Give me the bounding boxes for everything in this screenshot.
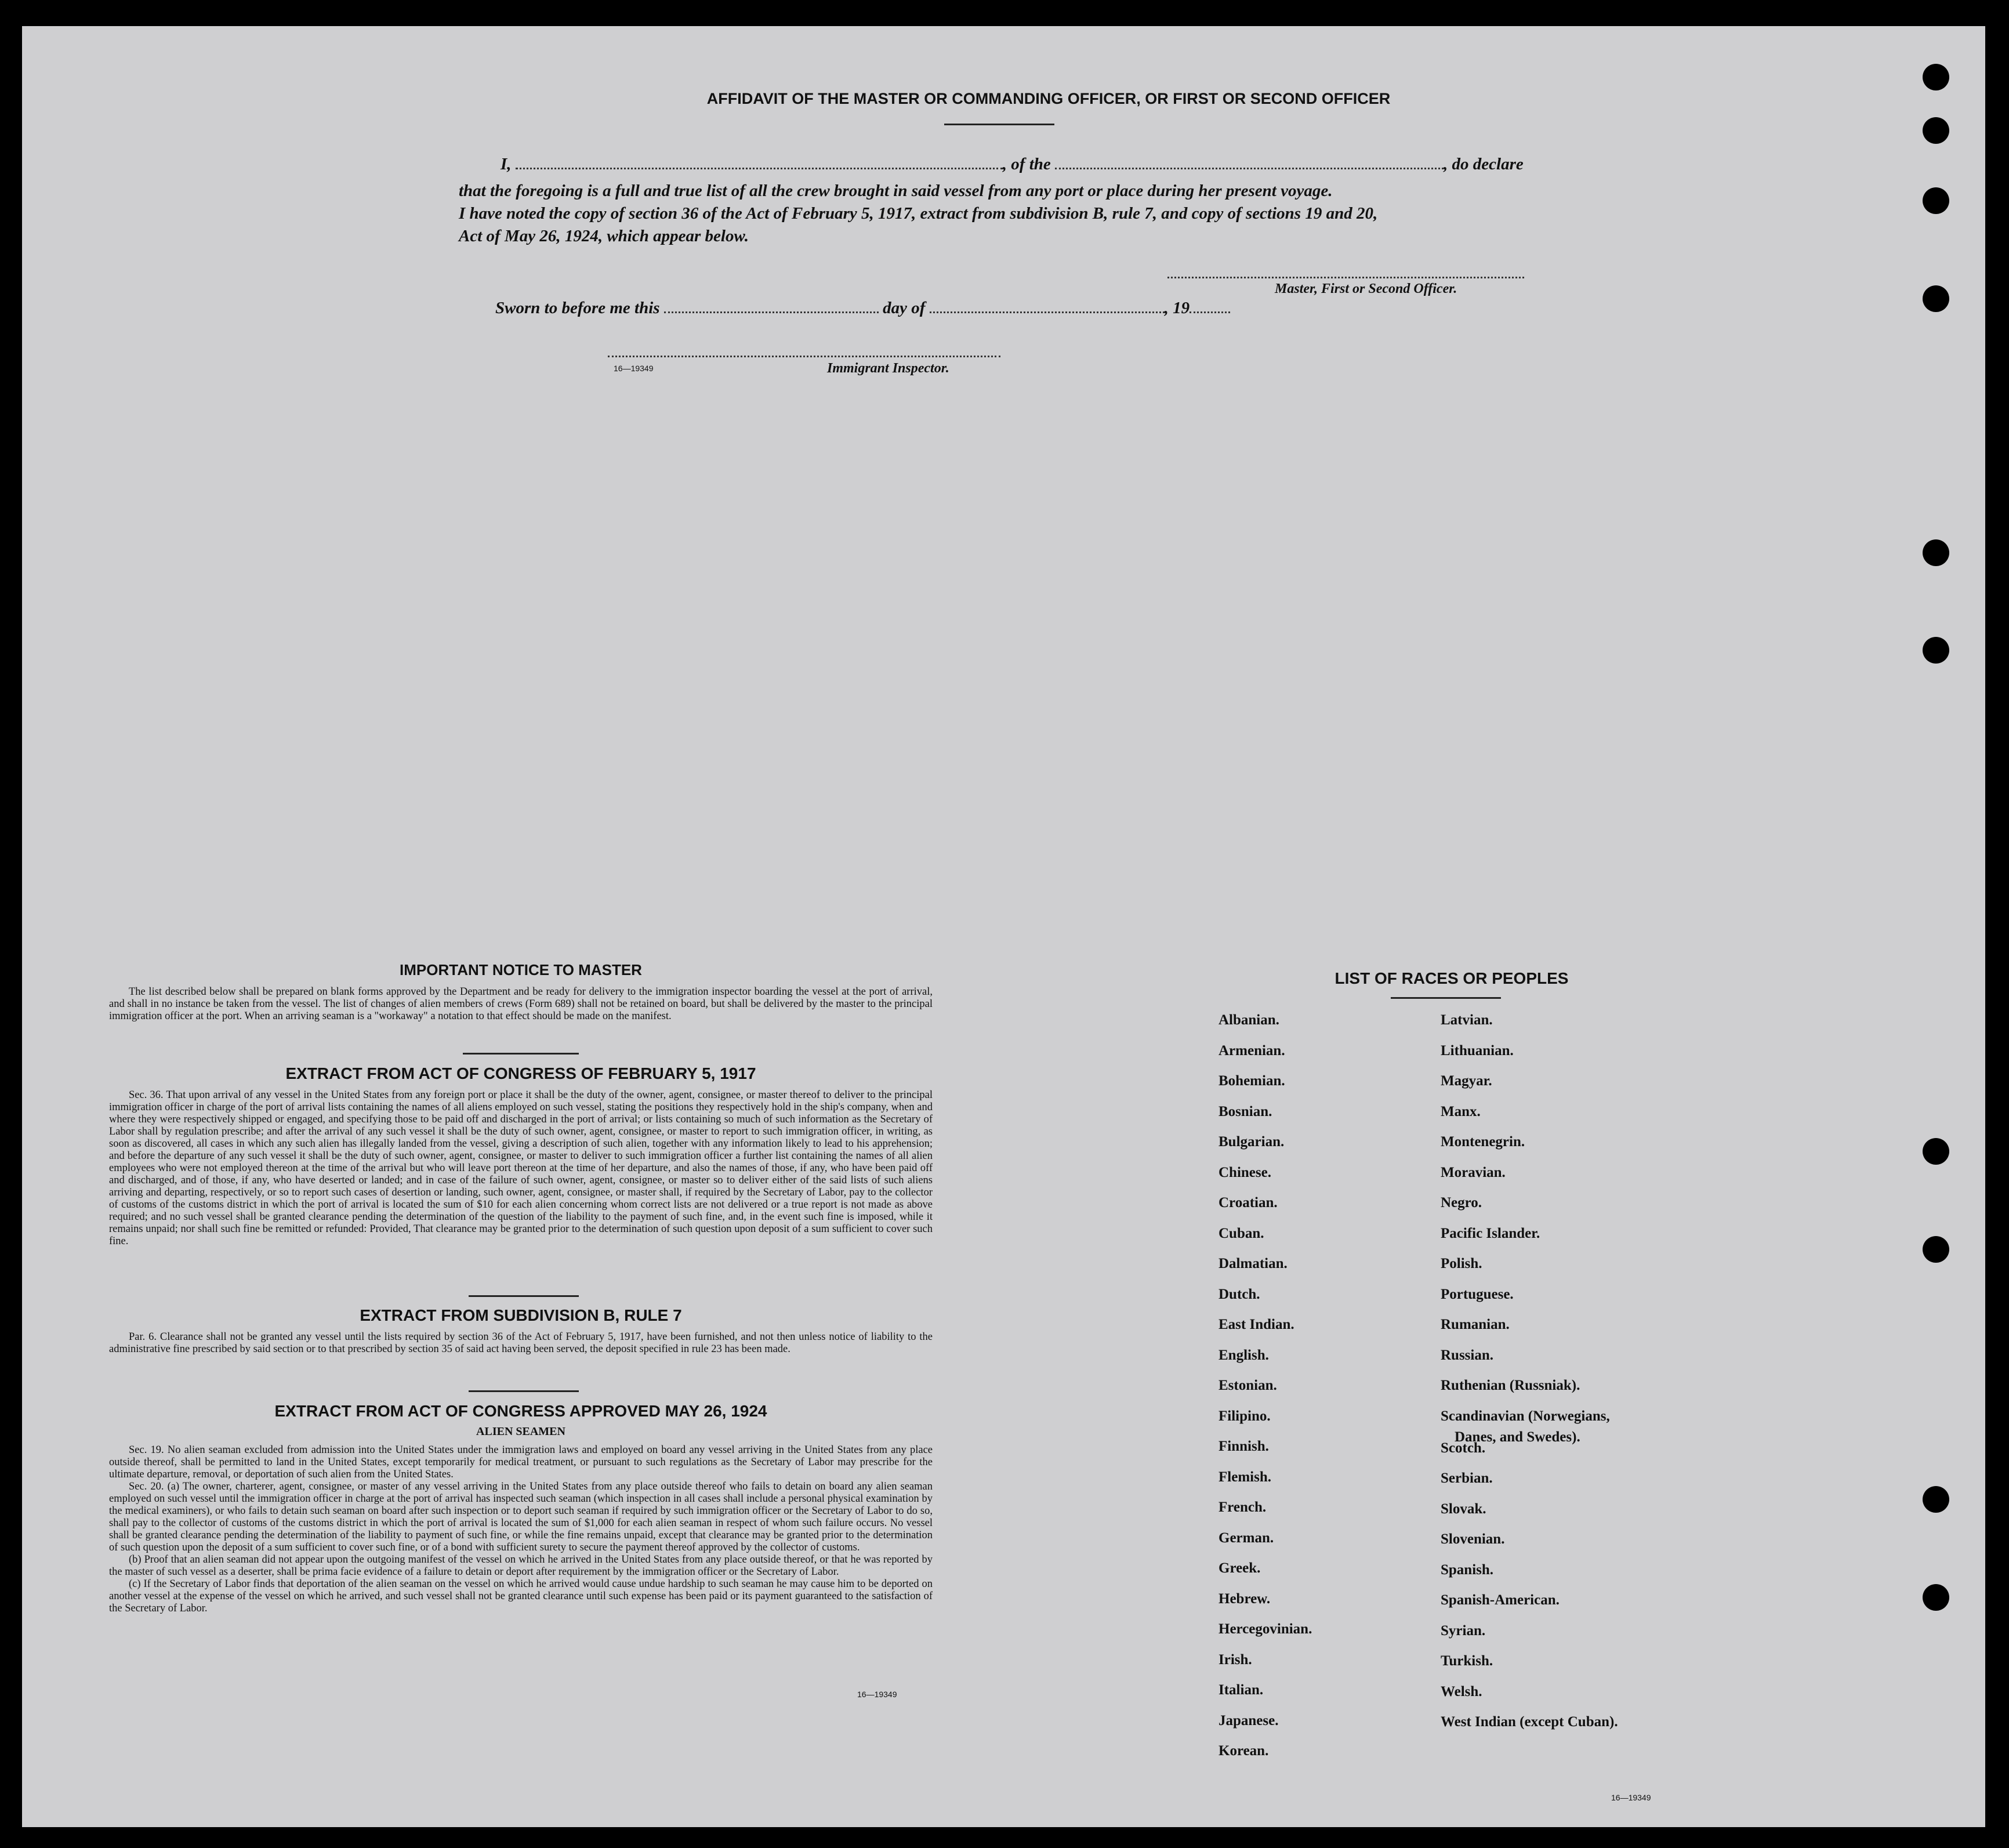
- race-item: Negro.: [1441, 1195, 1482, 1211]
- inspector-signature-blank[interactable]: [608, 356, 1000, 357]
- race-item: Serbian.: [1441, 1470, 1493, 1487]
- race-item: German.: [1219, 1530, 1274, 1546]
- punch-hole-icon: [1923, 117, 1949, 144]
- race-item: Irish.: [1219, 1651, 1252, 1668]
- punch-hole-icon: [1923, 187, 1949, 214]
- do-declare-label: , do declare: [1444, 155, 1524, 173]
- race-item: Chinese.: [1219, 1164, 1271, 1180]
- paragraph-6: Par. 6. Clearance shall not be granted any vessel until the lists required by section 36 of the Act of February 5, 1917, have been furnished, and not then unless notice of liability to the administrative fine prescribed by said section or to that prescribed by section 35 of said act having been served, the deposit specified in rule 23 has been made.: [109, 1331, 933, 1355]
- master-signature-label: Master, First or Second Officer.: [1275, 281, 1457, 296]
- race-item: Finnish.: [1219, 1438, 1269, 1454]
- divider: [469, 1295, 579, 1297]
- race-item: Danes, and Swedes).: [1455, 1429, 1580, 1445]
- punch-hole-icon: [1923, 64, 1949, 90]
- body-line-3: Act of May 26, 1924, which appear below.: [459, 227, 749, 245]
- race-item: West Indian (except Cuban).: [1441, 1714, 1618, 1730]
- extract-1924-title: EXTRACT FROM ACT OF CONGRESS APPROVED MAY 26, 1924: [274, 1402, 767, 1420]
- extract-1917-text: [109, 1089, 933, 1248]
- punch-hole-icon: [1923, 637, 1949, 664]
- master-signature-blank[interactable]: [1167, 277, 1524, 278]
- race-item: Syrian.: [1441, 1622, 1486, 1639]
- race-item: Portuguese.: [1441, 1286, 1514, 1302]
- extract-1924-text: [109, 1444, 933, 1615]
- section-20c-paragraph: (c) If the Secretary of Labor finds that deportation of the alien seaman on the vessel on which he arrived would cause undue hardship to such seaman he may cause him to be deported on another vessel at the expense of the vessel on which he arrived, and such vessel shall not be granted clearance until such expense has been paid or its payment guaranteed to the satisfaction of the Secretary of Labor.: [109, 1578, 933, 1614]
- race-item: Polish.: [1441, 1256, 1482, 1271]
- race-item: Magyar.: [1441, 1073, 1492, 1089]
- sworn-label: Sworn to before me this: [495, 299, 660, 317]
- race-item: Greek.: [1219, 1560, 1261, 1576]
- punch-hole-icon: [1923, 1236, 1949, 1263]
- race-item: Estonian.: [1219, 1378, 1277, 1393]
- race-item: Bohemian.: [1219, 1073, 1285, 1089]
- form-number: 16—19349: [614, 364, 654, 373]
- race-item: Bosnian.: [1219, 1103, 1272, 1119]
- vessel-blank[interactable]: [1055, 168, 1444, 169]
- section-20b-paragraph: (b) Proof that an alien seaman did not appear upon the outgoing manifest of the vessel on which he arrived in the United States from any place outside thereof, or that he was reported by the master of such vessel as a deserter, shall be prima facie evidence of a failure to detain or deport after requirement by the immigration officer or the Secretary of Labor.: [109, 1554, 933, 1578]
- punch-hole-icon: [1923, 1138, 1949, 1165]
- race-item: Pacific Islander.: [1441, 1225, 1540, 1241]
- punch-hole-icon: [1923, 285, 1949, 312]
- race-item: Cuban.: [1219, 1225, 1264, 1241]
- punch-hole-icon: [1923, 1486, 1949, 1513]
- section-20a-paragraph: Sec. 20. (a) The owner, charterer, agent, consignee, or master of any vessel arriving in the United States from any place outside thereof who fails to detain on board any alien seaman employed on such vessel until the immigration officer in charge at the port of arrival has inspected such seaman (which inspection in all cases shall include a personal physical examination by the medical examiners), or who fails to detain such seaman on board after such inspection or to deport such seaman if required by such immigration officer or the Secretary of Labor to do so, shall pay to the collector of customs of the customs district in which the port of arrival is located the sum of $1,000 for each alien seaman in respect of whom such failure occurs. No vessel shall be granted clearance pending the determination of the liability to payment of such fine, or while the fine remains unpaid, except that clearance may be granted prior to the determination of such question upon the deposit of a sum sufficient to cover such fine, or of a bond with sufficient surety to secure the payment thereof approved by the collector of customs.: [109, 1481, 933, 1553]
- race-item: Filipino.: [1219, 1408, 1271, 1424]
- notice-text: [109, 986, 933, 1023]
- sworn-line: [495, 299, 1230, 318]
- form-sheet: [22, 26, 1985, 1827]
- race-item: Slovenian.: [1441, 1531, 1505, 1548]
- sworn-month-blank[interactable]: [930, 311, 1165, 313]
- race-item: Turkish.: [1441, 1653, 1493, 1669]
- affidavit-title: AFFIDAVIT OF THE MASTER OR COMMANDING OFFICER, OR FIRST OR SECOND OFFICER: [706, 90, 1391, 107]
- extract-1917-title: EXTRACT FROM ACT OF CONGRESS OF FEBRUARY 5, 1917: [285, 1064, 756, 1082]
- race-item: Slovak.: [1441, 1501, 1486, 1517]
- race-item: Japanese.: [1219, 1712, 1279, 1729]
- section-19-paragraph: Sec. 19. No alien seaman excluded from admission into the United States under the immigration laws and employed on board any vessel arriving in the United States from any place outside thereof, shall be permitted to land in the United States, except temporarily for medical treatment, or pursuant to such regulations as the Secretary of Labor may prescribe for the ultimate departure, removal, or deportation of such alien from the United States.: [109, 1444, 933, 1480]
- i-label: I,: [501, 155, 512, 173]
- divider: [463, 1053, 579, 1055]
- inspector-label: Immigrant Inspector.: [827, 361, 949, 376]
- race-item: Scandinavian (Norwegians,: [1441, 1408, 1610, 1424]
- of-the-label: , of the: [1002, 155, 1051, 173]
- declaration-body: [459, 180, 1566, 248]
- divider: [469, 1390, 579, 1392]
- body-line-2: I have noted the copy of section 36 of the Act of February 5, 1917, extract from subdivision B, rule 7, and copy of sections 19 and 20,: [459, 204, 1378, 223]
- divider: [1391, 997, 1501, 999]
- day-of-label: day of: [883, 299, 926, 317]
- race-item: Flemish.: [1219, 1469, 1271, 1485]
- year-label: , 19: [1164, 299, 1190, 317]
- race-item: Hebrew.: [1219, 1590, 1271, 1607]
- race-item: Spanish-American.: [1441, 1592, 1560, 1608]
- race-item: English.: [1219, 1347, 1269, 1363]
- race-item: Lithuanian.: [1441, 1042, 1514, 1059]
- race-item: Manx.: [1441, 1103, 1481, 1119]
- punch-hole-icon: [1923, 1584, 1949, 1611]
- sworn-year-blank[interactable]: [1190, 311, 1230, 313]
- name-blank[interactable]: [516, 168, 1003, 169]
- race-item: Russian.: [1441, 1347, 1494, 1363]
- race-item: Hercegovinian.: [1219, 1621, 1312, 1637]
- notice-paragraph: The list described below shall be prepared on blank forms approved by the Department and be ready for delivery to the immigration inspector boarding the vessel at the port of arrival, and shall in no instance be taken from the vessel. The list of changes of alien members of crews (Form 689) shall not be retained on board, but shall be delivered by the master to the principal immigration officer at the port. When an arriving seaman is a "workaway" a notation to that effect should be made on the manifest.: [109, 986, 933, 1022]
- race-item: Latvian.: [1441, 1012, 1493, 1028]
- race-item: Moravian.: [1441, 1164, 1506, 1180]
- rule-7-text: [109, 1331, 933, 1356]
- race-item: Dutch.: [1219, 1286, 1260, 1302]
- race-item: Korean.: [1219, 1743, 1269, 1759]
- race-item: Albanian.: [1219, 1012, 1279, 1028]
- race-item: Spanish.: [1441, 1561, 1494, 1578]
- race-item: Croatian.: [1219, 1195, 1278, 1211]
- punch-hole-icon: [1923, 539, 1949, 566]
- race-item: Scotch.: [1441, 1440, 1486, 1456]
- form-number: 16—19349: [857, 1690, 897, 1699]
- rule-7-title: EXTRACT FROM SUBDIVISION B, RULE 7: [360, 1306, 682, 1324]
- race-item: Armenian.: [1219, 1042, 1285, 1059]
- race-item: Montenegrin.: [1441, 1134, 1525, 1150]
- race-item: Dalmatian.: [1219, 1256, 1288, 1271]
- race-item: French.: [1219, 1499, 1267, 1515]
- alien-seamen-subtitle: ALIEN SEAMEN: [476, 1425, 565, 1438]
- declaration-line: [501, 155, 1524, 174]
- race-item: Rumanian.: [1441, 1317, 1510, 1332]
- race-item: East Indian.: [1219, 1317, 1294, 1332]
- form-number: 16—19349: [1611, 1793, 1651, 1802]
- race-item: Ruthenian (Russniak).: [1441, 1378, 1580, 1393]
- race-item: Italian.: [1219, 1682, 1264, 1698]
- notice-title: IMPORTANT NOTICE TO MASTER: [400, 961, 642, 979]
- race-item: Welsh.: [1441, 1683, 1482, 1700]
- body-line-1: that the foregoing is a full and true list of all the crew brought in said vessel from any port or place during her present voyage.: [459, 182, 1333, 200]
- sworn-day-blank[interactable]: [664, 311, 879, 313]
- race-item: Bulgarian.: [1219, 1134, 1285, 1150]
- divider: [944, 124, 1054, 125]
- section-36-paragraph: Sec. 36. That upon arrival of any vessel in the United States from any foreign port or place it shall be the duty of the owner, agent, consignee, or master thereof to deliver to the principal immigration officer in charge of the port of arrival lists containing the names of all aliens employed on such vessel, stating the positions they respectively hold in the ship's company, when and where they were respectively shipped or engaged, and specifying those to be paid off and discharged in the port of arrival; or lists containing so much of such information as the Secretary of Labor shall by regulation prescribe; and after the arrival of any such vessel it shall be the duty of such owner, agent, consignee, or master to report to such immigration officer, in writing, as soon as discovered, all cases in which any such alien has illegally landed from the vessel, giving a description of such alien, together with any information likely to lead to his apprehension; and before the departure of any such vessel it shall be the duty of such owner, agent, consignee, or master to deliver to such immigration officer a further list containing the names of all alien employees who were not employed thereon at the time of the arrival but who will leave port thereon at the time of her departure, and also the names of those, if any, who have been paid off and discharged, and of those, if any, who have deserted or landed; and in case of the failure of such owner, agent, consignee, or master so to deliver either of the said lists of such aliens arriving and departing, respectively, or so to report such cases of desertion or landing, such owner, agent, consignee, or master shall, if required by the Secretary of Labor, pay to the collector of customs of the customs district in which the port of arrival is located the sum of $10 for each alien concerning whom correct lists are not delivered or a true report is not made as above required; and no such vessel shall be granted clearance pending the determination of the question of the liability to the payment of such fine, and, in the event such fine is imposed, while it remains unpaid; nor shall such fine be remitted or refunded: Provided, That clearance may be granted prior to the determination of such question upon deposit of a sum sufficient to cover such fine.: [109, 1089, 933, 1247]
- races-title: LIST OF RACES OR PEOPLES: [1335, 969, 1569, 987]
